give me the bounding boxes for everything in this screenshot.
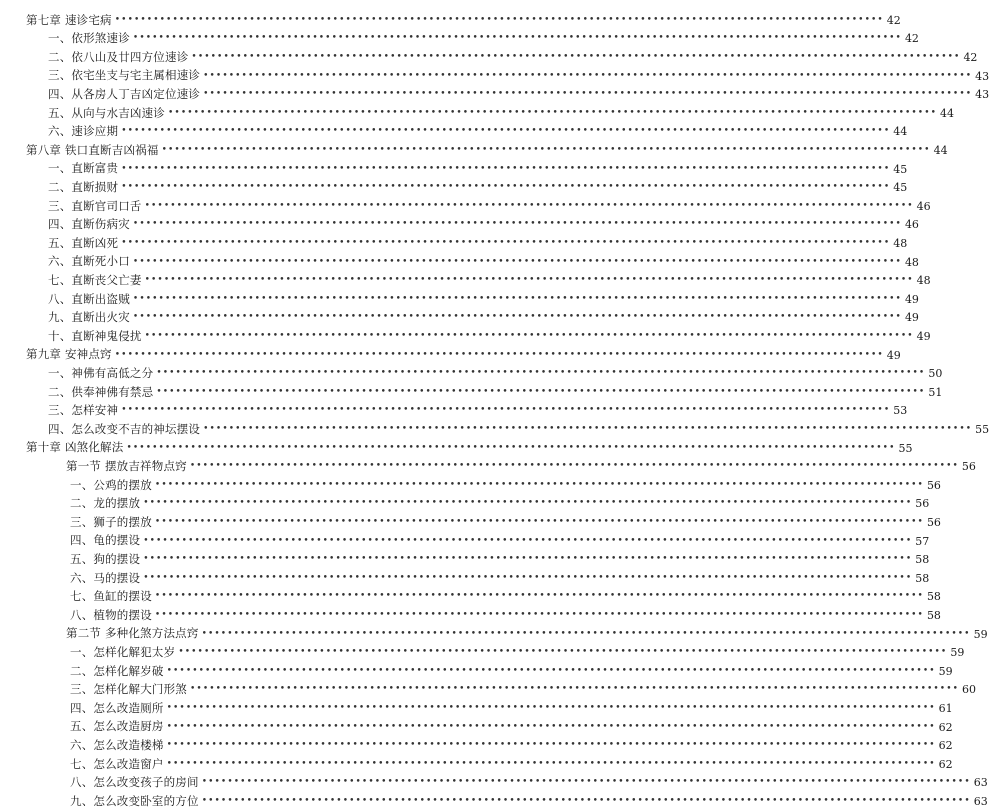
- toc-page-number: 56: [926, 478, 941, 492]
- dot-leader: ••••••••••••••••••••••••••••••••••••••••••••••••••••••••••••••••••••••••••••••••••••••••••••••••••••••••••••••••••••••••: [178, 647, 948, 658]
- toc-page-number: 57: [915, 534, 930, 548]
- toc-item-entry: [0, 30, 919, 49]
- dot-leader: ••••••••••••••••••••••••••••••••••••••••••••••••••••••••••••••••••••••••••••••••••••••••••••••••••••••••••••••••••••••••: [143, 498, 913, 509]
- toc-item-entry: [0, 662, 953, 681]
- toc-entry-label: 七、直断丧父亡妻: [48, 272, 142, 287]
- dot-leader: ••••••••••••••••••••••••••••••••••••••••••••••••••••••••••••••••••••••••••••••••••••••••••••••••••••••••••••••••••••••••: [121, 163, 891, 174]
- toc-page-number: 63: [973, 776, 988, 790]
- toc-item-entry: [0, 532, 930, 551]
- dot-leader: ••••••••••••••••••••••••••••••••••••••••••••••••••••••••••••••••••••••••••••••••••••••••••••••••••••••••••••••••••••••••: [154, 609, 924, 620]
- toc-item-entry: [0, 290, 919, 309]
- toc-entry-label: 一、神佛有高低之分: [48, 365, 154, 380]
- toc-item-entry: [0, 476, 941, 495]
- dot-leader: ••••••••••••••••••••••••••••••••••••••••••••••••••••••••••••••••••••••••••••••••••••••••••••••••••••••••••••••••••••••••: [132, 256, 902, 267]
- toc-entry-label: 五、直断凶死: [48, 235, 119, 250]
- toc-item-entry: [0, 402, 908, 421]
- toc-entry-label: 八、怎么改变孩子的房间: [70, 775, 199, 790]
- toc-item-entry: [0, 736, 953, 755]
- dot-leader: ••••••••••••••••••••••••••••••••••••••••••••••••••••••••••••••••••••••••••••••••••••••••••••••••••••••••••••••••••••••••: [156, 368, 926, 379]
- toc-item-entry: [0, 234, 908, 253]
- toc-entry-label: 五、从向与水吉凶速诊: [48, 105, 165, 120]
- dot-leader: ••••••••••••••••••••••••••••••••••••••••••••••••••••••••••••••••••••••••••••••••••••••••••••••••••••••••••••••••••••••••: [190, 684, 960, 695]
- dot-leader: ••••••••••••••••••••••••••••••••••••••••••••••••••••••••••••••••••••••••••••••••••••••••••••••••••••••••••••••••••••••••: [201, 628, 971, 639]
- toc-page-number: 61: [938, 701, 953, 715]
- dot-leader: ••••••••••••••••••••••••••••••••••••••••••••••••••••••••••••••••••••••••••••••••••••••••••••••••••••••••••••••••••••••••: [144, 275, 914, 286]
- toc-entry-label: 四、直断伤病灾: [48, 217, 130, 232]
- toc-entry-label: 六、速诊应期: [48, 124, 119, 139]
- toc-entry-label: 二、依八山及廿四方位速诊: [48, 49, 189, 64]
- toc-entry-label: 二、龙的摆放: [70, 496, 141, 511]
- toc-page-number: 59: [973, 627, 988, 641]
- dot-leader: ••••••••••••••••••••••••••••••••••••••••••••••••••••••••••••••••••••••••••••••••••••••••••••••••••••••••••••••••••••••••: [154, 516, 924, 527]
- toc-entry-label: 第七章 速诊宅病: [26, 12, 112, 27]
- toc-entry-label: 第十章 凶煞化解法: [26, 440, 124, 455]
- toc-item-entry: [0, 271, 931, 290]
- toc-page-number: 62: [938, 720, 953, 734]
- toc-entry-label: 三、依宅坐支与宅主属相速诊: [48, 68, 201, 83]
- toc-page-number: 51: [928, 385, 943, 399]
- toc-item-entry: [0, 774, 988, 793]
- toc-entry-label: 六、直断死小口: [48, 254, 130, 269]
- dot-leader: ••••••••••••••••••••••••••••••••••••••••••••••••••••••••••••••••••••••••••••••••••••••••••••••••••••••••••••••••••••••••: [166, 740, 936, 751]
- dot-leader: ••••••••••••••••••••••••••••••••••••••••••••••••••••••••••••••••••••••••••••••••••••••••••••••••••••••••••••••••••••••••: [203, 423, 973, 434]
- toc-item-entry: [0, 197, 931, 216]
- toc-entry-label: 六、怎么改造楼梯: [70, 737, 164, 752]
- toc-item-entry: [0, 513, 941, 532]
- toc-item-entry: [0, 495, 930, 514]
- toc-entry-label: 八、直断出盗贼: [48, 291, 130, 306]
- toc-chapter-entry: [0, 141, 948, 160]
- dot-leader: ••••••••••••••••••••••••••••••••••••••••••••••••••••••••••••••••••••••••••••••••••••••••••••••••••••••••••••••••••••••••: [201, 777, 971, 788]
- toc-entry-label: 三、怎样化解大门形煞: [70, 682, 187, 697]
- toc-entry-label: 三、怎样安神: [48, 403, 119, 418]
- toc-page-number: 56: [926, 515, 941, 529]
- toc-page-number: 44: [893, 125, 908, 139]
- toc-entry-label: 九、直断出火灾: [48, 310, 130, 325]
- dot-leader: ••••••••••••••••••••••••••••••••••••••••••••••••••••••••••••••••••••••••••••••••••••••••••••••••••••••••••••••••••••••••: [132, 219, 902, 230]
- toc-item-entry: [0, 383, 943, 402]
- toc-page-number: 43: [975, 88, 989, 102]
- toc-page-number: 63: [973, 794, 988, 808]
- toc-page-number: 45: [893, 162, 908, 176]
- toc-page-number: 49: [904, 311, 919, 325]
- toc-item-entry: [0, 327, 931, 346]
- dot-leader: ••••••••••••••••••••••••••••••••••••••••••••••••••••••••••••••••••••••••••••••••••••••••••••••••••••••••••••••••••••••••: [121, 237, 891, 248]
- dot-leader: ••••••••••••••••••••••••••••••••••••••••••••••••••••••••••••••••••••••••••••••••••••••••••••••••••••••••••••••••••••••••: [132, 33, 902, 44]
- toc-page-number: 62: [938, 739, 953, 753]
- toc-entry-label: 二、供奉神佛有禁忌: [48, 384, 154, 399]
- toc-section-entry: [0, 457, 976, 476]
- toc-page-number: 53: [893, 404, 908, 418]
- toc-page-number: 48: [916, 274, 931, 288]
- dot-leader: ••••••••••••••••••••••••••••••••••••••••••••••••••••••••••••••••••••••••••••••••••••••••••••••••••••••••••••••••••••••••: [203, 89, 973, 100]
- toc-item-entry: [0, 681, 977, 700]
- toc-page-number: 58: [926, 590, 941, 604]
- toc-entry-label: 三、狮子的摆放: [70, 514, 152, 529]
- dot-leader: ••••••••••••••••••••••••••••••••••••••••••••••••••••••••••••••••••••••••••••••••••••••••••••••••••••••••••••••••••••••••: [154, 591, 924, 602]
- dot-leader: ••••••••••••••••••••••••••••••••••••••••••••••••••••••••••••••••••••••••••••••••••••••••••••••••••••••••••••••••••••••••: [166, 665, 936, 676]
- dot-leader: ••••••••••••••••••••••••••••••••••••••••••••••••••••••••••••••••••••••••••••••••••••••••••••••••••••••••••••••••••••••••: [121, 182, 891, 193]
- toc-entry-label: 七、鱼缸的摆设: [70, 589, 152, 604]
- toc-entry-label: 九、怎么改变卧室的方位: [70, 793, 199, 808]
- toc-page-number: 56: [961, 460, 976, 474]
- toc-item-entry: [0, 160, 908, 179]
- dot-leader: ••••••••••••••••••••••••••••••••••••••••••••••••••••••••••••••••••••••••••••••••••••••••••••••••••••••••••••••••••••••••: [168, 107, 938, 118]
- toc-item-entry: [0, 85, 989, 104]
- toc-item-entry: [0, 588, 941, 607]
- dot-leader: ••••••••••••••••••••••••••••••••••••••••••••••••••••••••••••••••••••••••••••••••••••••••••••••••••••••••••••••••••••••••: [143, 572, 913, 583]
- toc-chapter-entry: [0, 11, 901, 30]
- dot-leader: ••••••••••••••••••••••••••••••••••••••••••••••••••••••••••••••••••••••••••••••••••••••••••••••••••••••••••••••••••••••••: [201, 795, 971, 806]
- dot-leader: ••••••••••••••••••••••••••••••••••••••••••••••••••••••••••••••••••••••••••••••••••••••••••••••••••••••••••••••••••••••••: [126, 442, 896, 453]
- dot-leader: ••••••••••••••••••••••••••••••••••••••••••••••••••••••••••••••••••••••••••••••••••••••••••••••••••••••••••••••••••••••••: [154, 479, 924, 490]
- toc-entry-label: 五、怎么改造厨房: [70, 719, 164, 734]
- toc-item-entry: [0, 606, 941, 625]
- toc-page-number: 49: [916, 329, 931, 343]
- toc-page-number: 59: [938, 664, 953, 678]
- toc-page-number: 50: [928, 367, 943, 381]
- toc-item-entry: [0, 550, 930, 569]
- toc-item-entry: [0, 643, 965, 662]
- toc-page-number: 45: [893, 181, 908, 195]
- toc-entry-label: 第八章 铁口直断吉凶祸福: [26, 142, 159, 157]
- toc-entry-label: 十、直断神鬼侵扰: [48, 328, 142, 343]
- toc-entry-label: 七、怎么改造窗户: [70, 756, 164, 771]
- dot-leader: ••••••••••••••••••••••••••••••••••••••••••••••••••••••••••••••••••••••••••••••••••••••••••••••••••••••••••••••••••••••••: [166, 758, 936, 769]
- toc-item-entry: [0, 309, 919, 328]
- toc-entry-label: 第九章 安神点窍: [26, 347, 112, 362]
- toc-entry-label: 一、依形煞速诊: [48, 31, 130, 46]
- dot-leader: ••••••••••••••••••••••••••••••••••••••••••••••••••••••••••••••••••••••••••••••••••••••••••••••••••••••••••••••••••••••••: [114, 14, 884, 25]
- toc-item-entry: [0, 253, 919, 272]
- toc-entry-label: 第二节 多种化煞方法点窍: [66, 626, 199, 641]
- dot-leader: ••••••••••••••••••••••••••••••••••••••••••••••••••••••••••••••••••••••••••••••••••••••••••••••••••••••••••••••••••••••••: [189, 461, 959, 472]
- toc-page-number: 46: [904, 218, 919, 232]
- toc-page-number: 42: [904, 32, 919, 46]
- dot-leader: ••••••••••••••••••••••••••••••••••••••••••••••••••••••••••••••••••••••••••••••••••••••••••••••••••••••••••••••••••••••••: [132, 312, 902, 323]
- toc-entry-label: 八、植物的摆设: [70, 607, 152, 622]
- toc-section-entry: [0, 625, 988, 644]
- toc-page-number: 55: [898, 441, 913, 455]
- toc-page-number: 42: [963, 50, 978, 64]
- dot-leader: ••••••••••••••••••••••••••••••••••••••••••••••••••••••••••••••••••••••••••••••••••••••••••••••••••••••••••••••••••••••••: [132, 293, 902, 304]
- toc-entry-label: 三、直断官司口舌: [48, 198, 142, 213]
- toc-page-number: 60: [962, 683, 977, 697]
- toc-page-number: 42: [886, 13, 901, 27]
- toc-page-number: 49: [886, 348, 901, 362]
- toc-page-number: 58: [926, 608, 941, 622]
- toc-page-number: 43: [975, 69, 989, 83]
- toc-item-entry: [0, 755, 953, 774]
- toc-item-entry: [0, 364, 943, 383]
- toc-entry-label: 四、龟的摆设: [70, 533, 141, 548]
- toc-page-number: 46: [916, 199, 931, 213]
- toc-item-entry: [0, 216, 919, 235]
- toc-page-number: 56: [915, 497, 930, 511]
- dot-leader: ••••••••••••••••••••••••••••••••••••••••••••••••••••••••••••••••••••••••••••••••••••••••••••••••••••••••••••••••••••••••: [143, 535, 913, 546]
- toc-item-entry: [0, 123, 908, 142]
- toc-item-entry: [0, 104, 955, 123]
- dot-leader: ••••••••••••••••••••••••••••••••••••••••••••••••••••••••••••••••••••••••••••••••••••••••••••••••••••••••••••••••••••••••: [121, 405, 891, 416]
- toc-page-number: 58: [915, 571, 930, 585]
- toc-page-number: 55: [975, 422, 989, 436]
- toc-item-entry: [0, 420, 989, 439]
- toc-page-number: 44: [940, 106, 955, 120]
- toc-entry-label: 五、狗的摆设: [70, 551, 141, 566]
- toc-chapter-entry: [0, 346, 901, 365]
- toc-entry-label: 二、直断损财: [48, 179, 119, 194]
- toc-entry-label: 一、直断富贵: [48, 161, 119, 176]
- toc-page-number: 48: [904, 255, 919, 269]
- toc-page-number: 48: [893, 236, 908, 250]
- dot-leader: ••••••••••••••••••••••••••••••••••••••••••••••••••••••••••••••••••••••••••••••••••••••••••••••••••••••••••••••••••••••••: [114, 349, 884, 360]
- toc-item-entry: [0, 569, 930, 588]
- toc-entry-label: 二、怎样化解岁破: [70, 663, 164, 678]
- dot-leader: ••••••••••••••••••••••••••••••••••••••••••••••••••••••••••••••••••••••••••••••••••••••••••••••••••••••••••••••••••••••••: [156, 386, 926, 397]
- dot-leader: ••••••••••••••••••••••••••••••••••••••••••••••••••••••••••••••••••••••••••••••••••••••••••••••••••••••••••••••••••••••••: [143, 554, 913, 565]
- dot-leader: ••••••••••••••••••••••••••••••••••••••••••••••••••••••••••••••••••••••••••••••••••••••••••••••••••••••••••••••••••••••••: [166, 721, 936, 732]
- toc-item-entry: [0, 67, 989, 86]
- toc-entry-label: 一、公鸡的摆放: [70, 477, 152, 492]
- toc-item-entry: [0, 718, 953, 737]
- toc-item-entry: [0, 792, 988, 811]
- toc-entry-label: 四、怎么改造厕所: [70, 700, 164, 715]
- toc-page-number: 58: [915, 553, 930, 567]
- toc-page-number: 59: [950, 646, 965, 660]
- toc-page-number: 62: [938, 757, 953, 771]
- dot-leader: ••••••••••••••••••••••••••••••••••••••••••••••••••••••••••••••••••••••••••••••••••••••••••••••••••••••••••••••••••••••••: [144, 200, 914, 211]
- toc-entry-label: 六、马的摆设: [70, 570, 141, 585]
- toc-page-number: 44: [933, 143, 948, 157]
- toc-item-entry: [0, 48, 978, 67]
- toc-entry-label: 四、怎么改变不吉的神坛摆设: [48, 421, 201, 436]
- dot-leader: ••••••••••••••••••••••••••••••••••••••••••••••••••••••••••••••••••••••••••••••••••••••••••••••••••••••••••••••••••••••••: [161, 144, 931, 155]
- dot-leader: ••••••••••••••••••••••••••••••••••••••••••••••••••••••••••••••••••••••••••••••••••••••••••••••••••••••••••••••••••••••••: [144, 330, 914, 341]
- dot-leader: ••••••••••••••••••••••••••••••••••••••••••••••••••••••••••••••••••••••••••••••••••••••••••••••••••••••••••••••••••••••••: [166, 702, 936, 713]
- dot-leader: ••••••••••••••••••••••••••••••••••••••••••••••••••••••••••••••••••••••••••••••••••••••••••••••••••••••••••••••••••••••••: [203, 70, 973, 81]
- toc-chapter-entry: [0, 439, 913, 458]
- toc-item-entry: [0, 699, 953, 718]
- dot-leader: ••••••••••••••••••••••••••••••••••••••••••••••••••••••••••••••••••••••••••••••••••••••••••••••••••••••••••••••••••••••••: [191, 51, 961, 62]
- toc-entry-label: 一、怎样化解犯太岁: [70, 644, 176, 659]
- toc-entry-label: 四、从各房人丁吉凶定位速诊: [48, 86, 201, 101]
- toc-entry-label: 第一节 摆放吉祥物点窍: [66, 458, 187, 473]
- dot-leader: ••••••••••••••••••••••••••••••••••••••••••••••••••••••••••••••••••••••••••••••••••••••••••••••••••••••••••••••••••••••••: [121, 126, 891, 137]
- toc-page-number: 49: [904, 292, 919, 306]
- toc-item-entry: [0, 178, 908, 197]
